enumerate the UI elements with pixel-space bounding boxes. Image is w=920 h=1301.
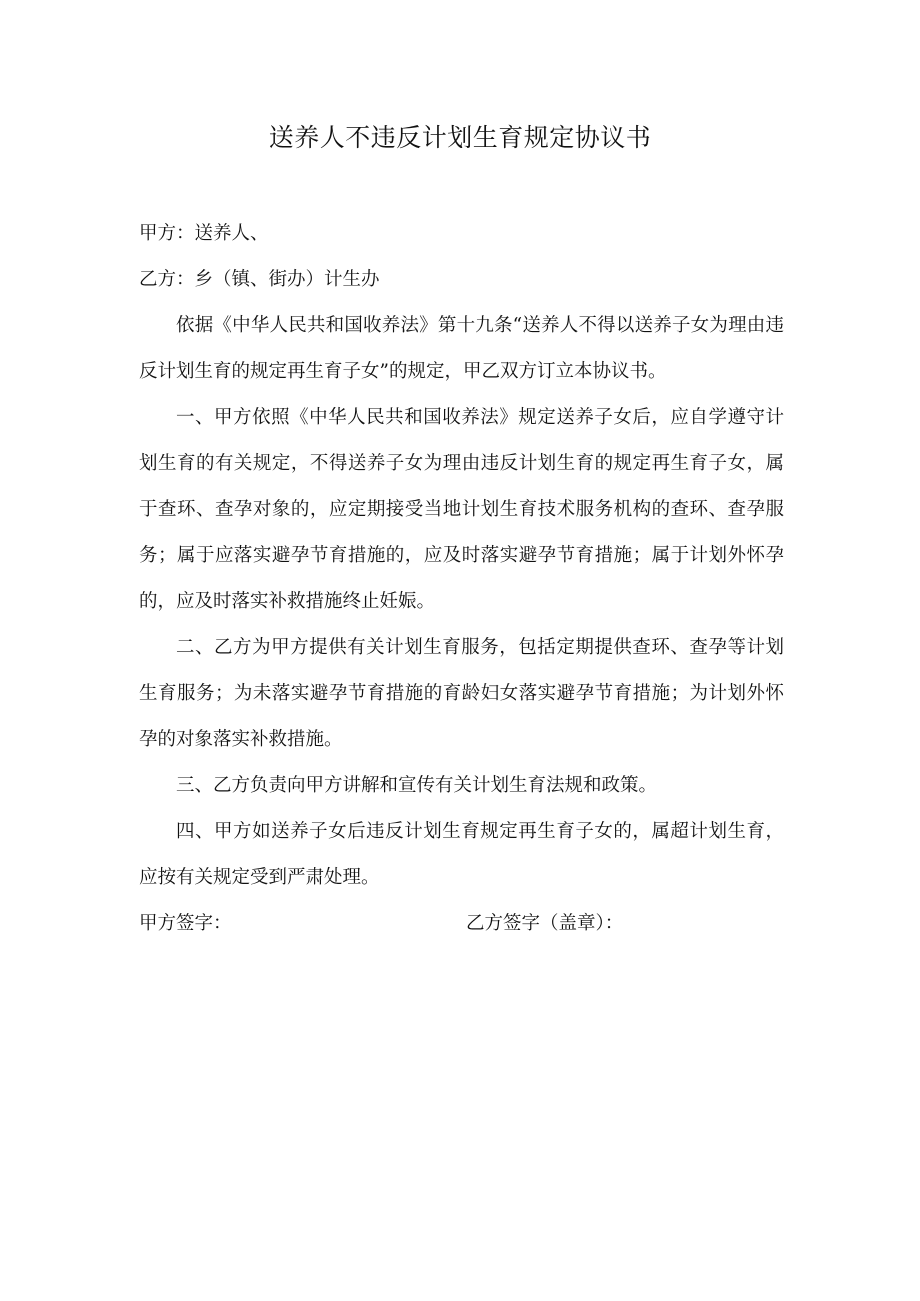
clause-4-paragraph: 四、甲方如送养子女后违反计划生育规定再生育子女的，属超计划生育，应按有关规定受到严肃处理。 (139, 821, 784, 888)
party-b-line: 乙方：乡（镇、街办）计生办 (139, 269, 380, 290)
party-a-signature-label: 甲方签字： (139, 913, 232, 934)
signature-row (139, 901, 784, 947)
clause-2-paragraph: 二、乙方为甲方提供有关计划生育服务，包括定期提供查环、查孕等计划生育服务；为未落实避孕节育措施的育龄妇女落实避孕节育措施；为计划外怀孕的对象落实补救措施。 (139, 637, 784, 750)
party-a-line: 甲方：送养人、 (139, 223, 269, 244)
party-b-signature-label: 乙方签字（盖章）： (466, 913, 624, 934)
intro-paragraph: 依据《中华人民共和国收养法》第十九条“送养人不得以送养子女为理由违反计划生育的规定再生育子女”的规定，甲乙双方订立本协议书。 (139, 315, 784, 382)
document-title: 送养人不违反计划生育规定协议书 (268, 123, 652, 152)
clause-1-paragraph: 一、甲方依照《中华人民共和国收养法》规定送养子女后，应自学遵守计划生育的有关规定，不得送养子女为理由违反计划生育的规定再生育子女，属于查环、查孕对象的，应定期接受当地计划生育技术服务机构的查环、查孕服务；属于应落实避孕节育措施的，应及时落实避孕节育措施；属于计划外怀孕的，应及时落实补救措施终止妊娠。 (139, 407, 784, 612)
clause-3-paragraph: 三、乙方负责向甲方讲解和宣传有关计划生育法规和政策。 (176, 775, 658, 796)
document-body (139, 211, 784, 947)
